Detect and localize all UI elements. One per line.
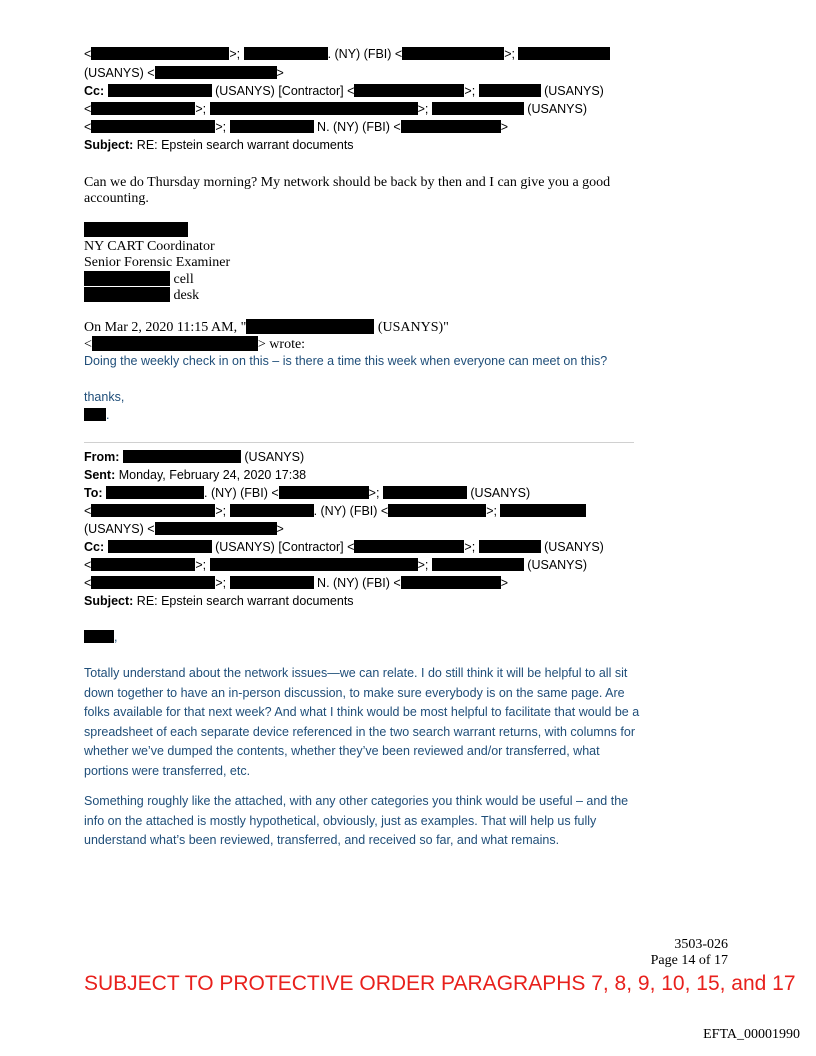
redaction [388, 504, 486, 517]
signature-role: Senior Forensic Examiner [84, 255, 231, 270]
redaction [518, 47, 610, 60]
header2-from: From: (USANYS) [84, 450, 305, 464]
page-number: Page 14 of 17 [650, 953, 728, 968]
redaction [91, 558, 195, 571]
redaction [401, 120, 501, 133]
divider [84, 442, 634, 443]
redaction [91, 47, 229, 60]
redaction [479, 84, 541, 97]
redaction [91, 102, 195, 115]
header2-cc-3: < >; N. (NY) (FBI) < > [84, 576, 509, 590]
redaction [155, 66, 277, 79]
reply-body-line2: accounting. [84, 191, 149, 206]
reply-body-line1: Can we do Thursday morning? My network should be back by then and I can give you a good [84, 175, 611, 190]
redaction [108, 540, 212, 553]
redaction [432, 558, 524, 571]
redaction [230, 576, 314, 589]
redaction [84, 271, 170, 286]
header2-to-3: (USANYS) < > [84, 522, 284, 536]
exhibit-number: 3503-026 [674, 937, 728, 952]
redaction [155, 522, 277, 535]
redaction [84, 287, 170, 302]
bates-number: EFTA_00001990 [703, 1027, 800, 1042]
salutation: , [84, 630, 117, 645]
header2-to-2: < >; . (NY) (FBI) < >; [84, 504, 586, 519]
redaction [108, 84, 212, 97]
header1-cc-3: < >; N. (NY) (FBI) < > [84, 120, 509, 134]
redaction [210, 558, 418, 571]
signature-name [84, 222, 188, 238]
redaction [479, 540, 541, 553]
signature-cell: cell [84, 271, 194, 287]
header1-cc-2: < >; >; (USANYS) [84, 102, 588, 116]
redaction [210, 102, 418, 115]
protective-order-notice: SUBJECT TO PROTECTIVE ORDER PARAGRAPHS 7, 8, 9, 10, 15, and 17 [84, 972, 796, 995]
header1-subject: Subject: RE: Epstein search warrant documents [84, 138, 354, 152]
header2-sent: Sent: Monday, February 24, 2020 17:38 [84, 468, 307, 482]
redaction [91, 120, 215, 133]
redaction [402, 47, 504, 60]
redaction [246, 319, 374, 334]
quote-attribution: On Mar 2, 2020 11:15 AM, " (USANYS)" [84, 320, 449, 335]
message-paragraph-1: Totally understand about the network issues—we can relate. I do still think it will be helpful to all sit down together to have an in-person discussion, to make sure everybody is on the same page. Are folks available for that next week? And what I think would be most helpful to facilitate that would be a spreadsheet of each separate device referenced in the two search warrant returns, with columns for whether we’ve dumped the contents, whether they’ve been reviewed and/or transferred, what portions were transferred, etc. [84, 666, 640, 778]
header2-subject: Subject: RE: Epstein search warrant documents [84, 594, 354, 608]
redaction [401, 576, 501, 589]
redaction [84, 222, 188, 237]
redaction [230, 504, 314, 517]
redaction [91, 504, 215, 517]
quote-signature: . [84, 408, 109, 423]
message-paragraph-2: Something roughly like the attached, with any other categories you think would be useful – and the info on the attached is mostly hypothetical, obviously, just as examples. That will help us fully understand what’s been reviewed, transferred, and received so far, and what remains. [84, 794, 629, 847]
header1-cc: Cc: (USANYS) [Contractor] < >; (USANYS) [84, 84, 604, 98]
redaction [244, 47, 328, 60]
quote-thanks: thanks, [84, 390, 125, 404]
redaction [84, 630, 114, 643]
redaction [84, 408, 106, 421]
redaction [354, 84, 464, 97]
signature-title: NY CART Coordinator [84, 239, 215, 254]
redaction [383, 486, 467, 499]
redaction [92, 336, 258, 351]
quote-attribution-2: < > wrote: [84, 337, 306, 352]
header2-to: To: . (NY) (FBI) < >; (USANYS) [84, 486, 531, 500]
redaction [279, 486, 369, 499]
redaction [500, 504, 586, 517]
redaction [230, 120, 314, 133]
quote-body: Doing the weekly check in on this – is there a time this week when everyone can meet on this? [84, 354, 608, 368]
header1-to-continued: < >; . (NY) (FBI) < >; [84, 47, 610, 62]
signature-desk: desk [84, 287, 199, 303]
redaction [106, 486, 204, 499]
header1-to-continued-2: (USANYS) < > [84, 66, 284, 80]
redaction [354, 540, 464, 553]
header2-cc: Cc: (USANYS) [Contractor] < >; (USANYS) [84, 540, 604, 554]
redaction [432, 102, 524, 115]
redaction [91, 576, 215, 589]
header2-cc-2: < >; >; (USANYS) [84, 558, 588, 572]
redaction [123, 450, 241, 463]
